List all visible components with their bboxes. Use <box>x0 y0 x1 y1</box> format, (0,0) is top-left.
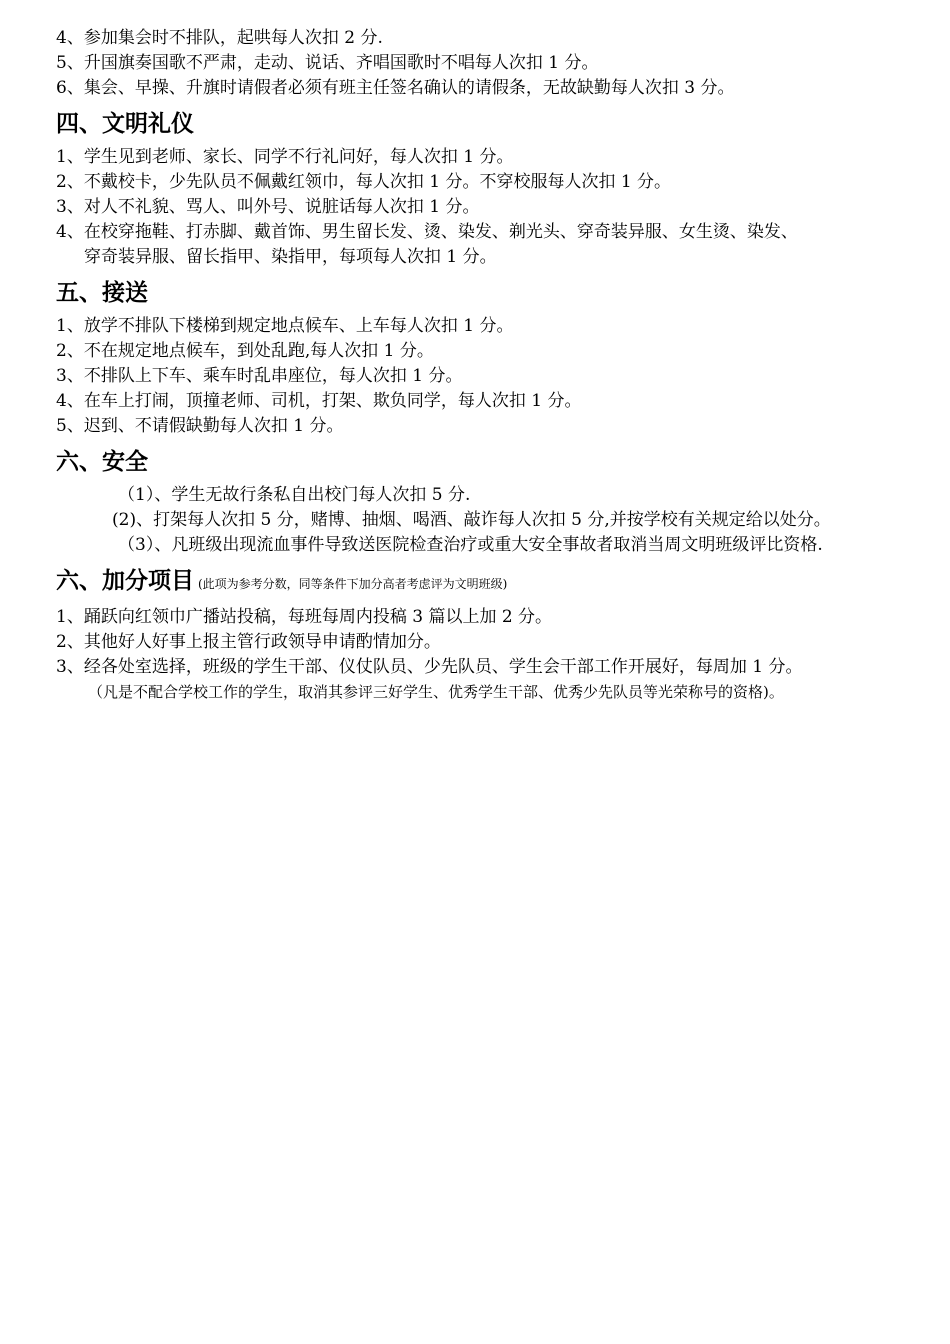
rule-item: 3、对人不礼貌、骂人、叫外号、说脏话每人次扣 1 分。 <box>56 197 480 217</box>
rule-item: 3、经各处室选择，班级的学生干部、仪仗队员、少先队员、学生会干部工作开展好，每周加 1 分。 <box>56 657 803 677</box>
safety-section <box>56 447 896 558</box>
rule-item: (2)、打架每人次扣 5 分，赌博、抽烟、喝酒、敲诈每人次扣 5 分,并按学校有关规定给以处分。 <box>112 510 831 530</box>
rule-item: 1、踊跃向红领巾广播站投稿，每班每周内投稿 3 篇以上加 2 分。 <box>56 607 553 627</box>
rule-item-continuation: 穿奇装异服、留长指甲、染指甲，每项每人次扣 1 分。 <box>84 247 497 267</box>
etiquette-section <box>56 109 896 270</box>
bonus-heading-note: (此项为参考分数，同等条件下加分高者考虑评为文明班级) <box>198 577 508 591</box>
rule-item: 2、其他好人好事上报主管行政领导申请酌情加分。 <box>56 632 441 652</box>
intro-section <box>56 26 896 101</box>
bonus-heading-text: 六、加分项目 <box>56 568 194 594</box>
rule-item: 4、在校穿拖鞋、打赤脚、戴首饰、男生留长发、烫、染发、剃光头、穿奇装异服、女生烫、染发、 <box>56 222 798 242</box>
rule-item: 1、学生见到老师、家长、同学不行礼问好，每人次扣 1 分。 <box>56 147 514 167</box>
rule-item: （3）、凡班级出现流血事件导致送医院检查治疗或重大安全事故者取消当周文明班级评比资格. <box>118 535 823 555</box>
bonus-footnote: （凡是不配合学校工作的学生，取消其参评三好学生、优秀学生干部、优秀少先队员等光荣称号的资格)。 <box>88 683 784 701</box>
rule-item: 4、在车上打闹，顶撞老师、司机，打架、欺负同学，每人次扣 1 分。 <box>56 391 582 411</box>
rule-item: 2、不在规定地点候车，到处乱跑,每人次扣 1 分。 <box>56 341 434 361</box>
rule-item: 4、参加集会时不排队，起哄每人次扣 2 分. <box>56 28 383 48</box>
section-heading-bonus <box>56 566 896 599</box>
document-page <box>56 26 896 704</box>
rule-item: 5、迟到、不请假缺勤每人次扣 1 分。 <box>56 416 344 436</box>
rule-item: 1、放学不排队下楼梯到规定地点候车、上车每人次扣 1 分。 <box>56 316 514 336</box>
rule-item: 3、不排队上下车、乘车时乱串座位，每人次扣 1 分。 <box>56 366 463 386</box>
rule-item: 2、不戴校卡，少先队员不佩戴红领巾，每人次扣 1 分。不穿校服每人次扣 1 分。 <box>56 172 672 192</box>
rule-item: 5、升国旗奏国歌不严肃，走动、说话、齐唱国歌时不唱每人次扣 1 分。 <box>56 53 599 73</box>
rule-item: （1）、学生无故行条私自出校门每人次扣 5 分. <box>118 485 471 505</box>
section-heading-safety: 六、安全 <box>56 449 148 475</box>
section-heading-pickup: 五、接送 <box>56 280 148 306</box>
pickup-section <box>56 278 896 439</box>
rule-item: 6、集会、早操、升旗时请假者必须有班主任签名确认的请假条，无故缺勤每人次扣 3 分。 <box>56 78 735 98</box>
section-heading-etiquette: 四、文明礼仪 <box>56 111 194 137</box>
bonus-section <box>56 566 896 704</box>
